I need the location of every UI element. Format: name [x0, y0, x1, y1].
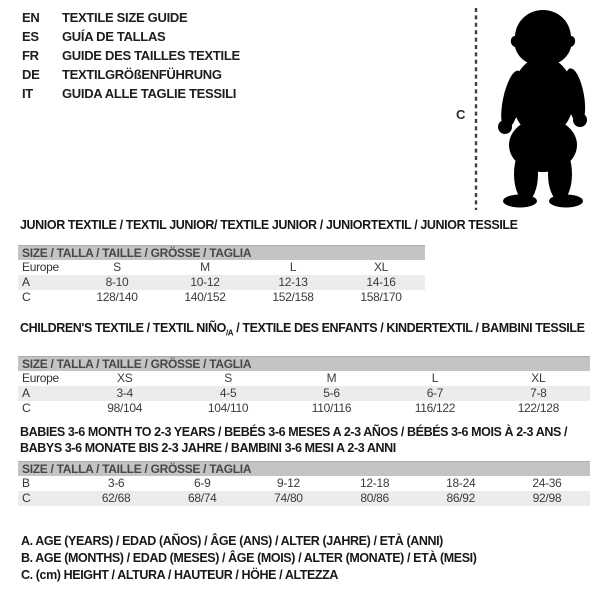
- guide-title-translation: TEXTILE SIZE GUIDE: [62, 10, 188, 25]
- size-value-cell: 116/122: [414, 400, 456, 415]
- table-title-subscript: /A: [225, 328, 234, 338]
- size-value-cell: XL: [531, 370, 546, 385]
- size-value-cell: 6-9: [194, 476, 211, 490]
- language-code: FR: [22, 48, 39, 63]
- size-header-bar: SIZE / TALLA / TAILLE / GRÖSSE / TAGLIA: [18, 245, 425, 260]
- size-value-cell: 110/116: [311, 400, 352, 415]
- size-value-cell: 80/86: [360, 491, 389, 505]
- size-value-cell: S: [224, 370, 232, 385]
- language-code: IT: [22, 86, 33, 101]
- table-row: [18, 275, 425, 290]
- table-title-text: BABIES 3-6 MONTH TO 2-3 YEARS / BEBÉS 3-6 MESES A 2-3 AÑOS / BÉBÉS 3-6 MOIS À 2-3 ANS /: [20, 425, 568, 439]
- size-value-cell: L: [431, 370, 439, 385]
- row-label: A: [22, 385, 30, 400]
- size-value-cell: 24-36: [532, 476, 562, 490]
- language-title-row: [22, 8, 240, 27]
- size-value-cell: 9-12: [277, 476, 300, 490]
- height-label: C: [456, 107, 466, 122]
- table-row: [18, 386, 590, 401]
- size-value-cell: 5-6: [323, 385, 340, 400]
- table-title-text: / TEXTILE DES ENFANTS / KINDERTEXTIL / BAMBINI TESSILE: [233, 321, 585, 335]
- table-row: [18, 476, 590, 491]
- language-title-row: [22, 65, 240, 84]
- size-value-cell: 122/128: [517, 400, 559, 415]
- table-title: [18, 424, 590, 456]
- row-label: A: [22, 275, 30, 289]
- size-value-cell: 3-4: [116, 385, 133, 400]
- size-value-cell: 68/74: [187, 491, 217, 505]
- size-header-bar: SIZE / TALLA / TAILLE / GRÖSSE / TAGLIA: [18, 356, 590, 371]
- legend-line: B. AGE (MONTHS) / EDAD (MESES) / ÂGE (MOIS) / ALTER (MONATE) / ETÀ (MESI): [21, 551, 477, 565]
- size-value-cell: M: [200, 260, 210, 274]
- size-table-section: [18, 217, 518, 305]
- size-value-cell: 86/92: [446, 491, 476, 505]
- table-title-text: JUNIOR TEXTILE / TEXTIL JUNIOR/ TEXTILE JUNIOR / JUNIORTEXTIL / JUNIOR TESSILE: [20, 218, 518, 232]
- size-value-cell: 6-7: [426, 385, 444, 400]
- guide-title-translation: GUIDA ALLE TAGLIE TESSILI: [62, 86, 237, 101]
- size-value-cell: 152/158: [272, 290, 314, 304]
- guide-title-translation: TEXTILGRÖßENFÜHRUNG: [62, 67, 222, 82]
- size-value-cell: 128/140: [96, 290, 138, 304]
- row-label: Europe: [22, 370, 59, 385]
- language-code: DE: [22, 67, 40, 82]
- size-value-cell: S: [113, 260, 121, 274]
- size-value-cell: 12-13: [278, 275, 308, 289]
- size-value-cell: 74/80: [274, 491, 303, 505]
- baby-height-figure: [448, 4, 600, 214]
- height-measure-dashed-line: [474, 8, 478, 210]
- size-value-cell: 18-24: [446, 476, 476, 490]
- guide-title-translation: GUÍA DE TALLAS: [62, 29, 166, 44]
- row-label: C: [22, 491, 31, 505]
- table-title: [18, 217, 518, 233]
- size-value-cell: 62/68: [101, 491, 131, 505]
- table-row: [18, 290, 425, 305]
- row-label: Europe: [22, 260, 59, 274]
- size-value-cell: L: [289, 260, 297, 274]
- size-table-section: [18, 424, 590, 506]
- size-value-cell: 12-18: [360, 476, 390, 490]
- legend-line: C. (cm) HEIGHT / ALTURA / HAUTEUR / HÖHE / ALTEZZA: [21, 568, 339, 582]
- size-value-cell: M: [326, 370, 337, 385]
- row-label: C: [22, 290, 31, 304]
- size-value-cell: 140/152: [184, 290, 226, 304]
- language-title-list: [22, 8, 240, 103]
- size-header-bar: SIZE / TALLA / TAILLE / GRÖSSE / TAGLIA: [18, 461, 590, 476]
- table-title-line2: BABYS 3-6 MONATE BIS 2-3 JAHRE / BAMBINI 3-6 MESI A 2-3 ANNI: [20, 441, 396, 455]
- guide-title-translation: GUIDE DES TAILLES TEXTILE: [62, 48, 240, 63]
- size-value-cell: 92/98: [532, 491, 562, 505]
- size-table-section: [18, 320, 590, 416]
- size-value-cell: 104/110: [207, 400, 249, 415]
- language-title-row: [22, 84, 240, 103]
- table-row: [18, 260, 425, 275]
- baby-silhouette-icon: [486, 8, 600, 210]
- size-value-cell: 8-10: [105, 275, 129, 289]
- language-code: ES: [22, 29, 39, 44]
- legend: [21, 533, 477, 584]
- legend-line: A. AGE (YEARS) / EDAD (AÑOS) / ÂGE (ANS) / ALTER (JAHRE) / ETÀ (ANNI): [21, 534, 443, 548]
- size-value-cell: 158/170: [360, 290, 402, 304]
- language-title-row: [22, 27, 240, 46]
- row-label: B: [22, 476, 30, 490]
- size-value-cell: 14-16: [366, 275, 396, 289]
- table-title: [18, 320, 590, 342]
- size-value-cell: 4-5: [219, 385, 237, 400]
- language-code: EN: [22, 10, 40, 25]
- table-row: [18, 491, 590, 506]
- size-value-cell: XL: [373, 260, 389, 274]
- size-value-cell: 98/104: [107, 400, 143, 415]
- language-title-row: [22, 46, 240, 65]
- table-row: [18, 401, 590, 416]
- table-title-text: CHILDREN'S TEXTILE / TEXTIL NIÑO: [20, 321, 226, 335]
- size-value-cell: 3-6: [107, 476, 125, 490]
- size-value-cell: XS: [116, 370, 133, 385]
- size-value-cell: 7-8: [530, 385, 547, 400]
- table-row: [18, 371, 590, 386]
- row-label: C: [22, 400, 31, 415]
- size-value-cell: 10-12: [190, 275, 220, 289]
